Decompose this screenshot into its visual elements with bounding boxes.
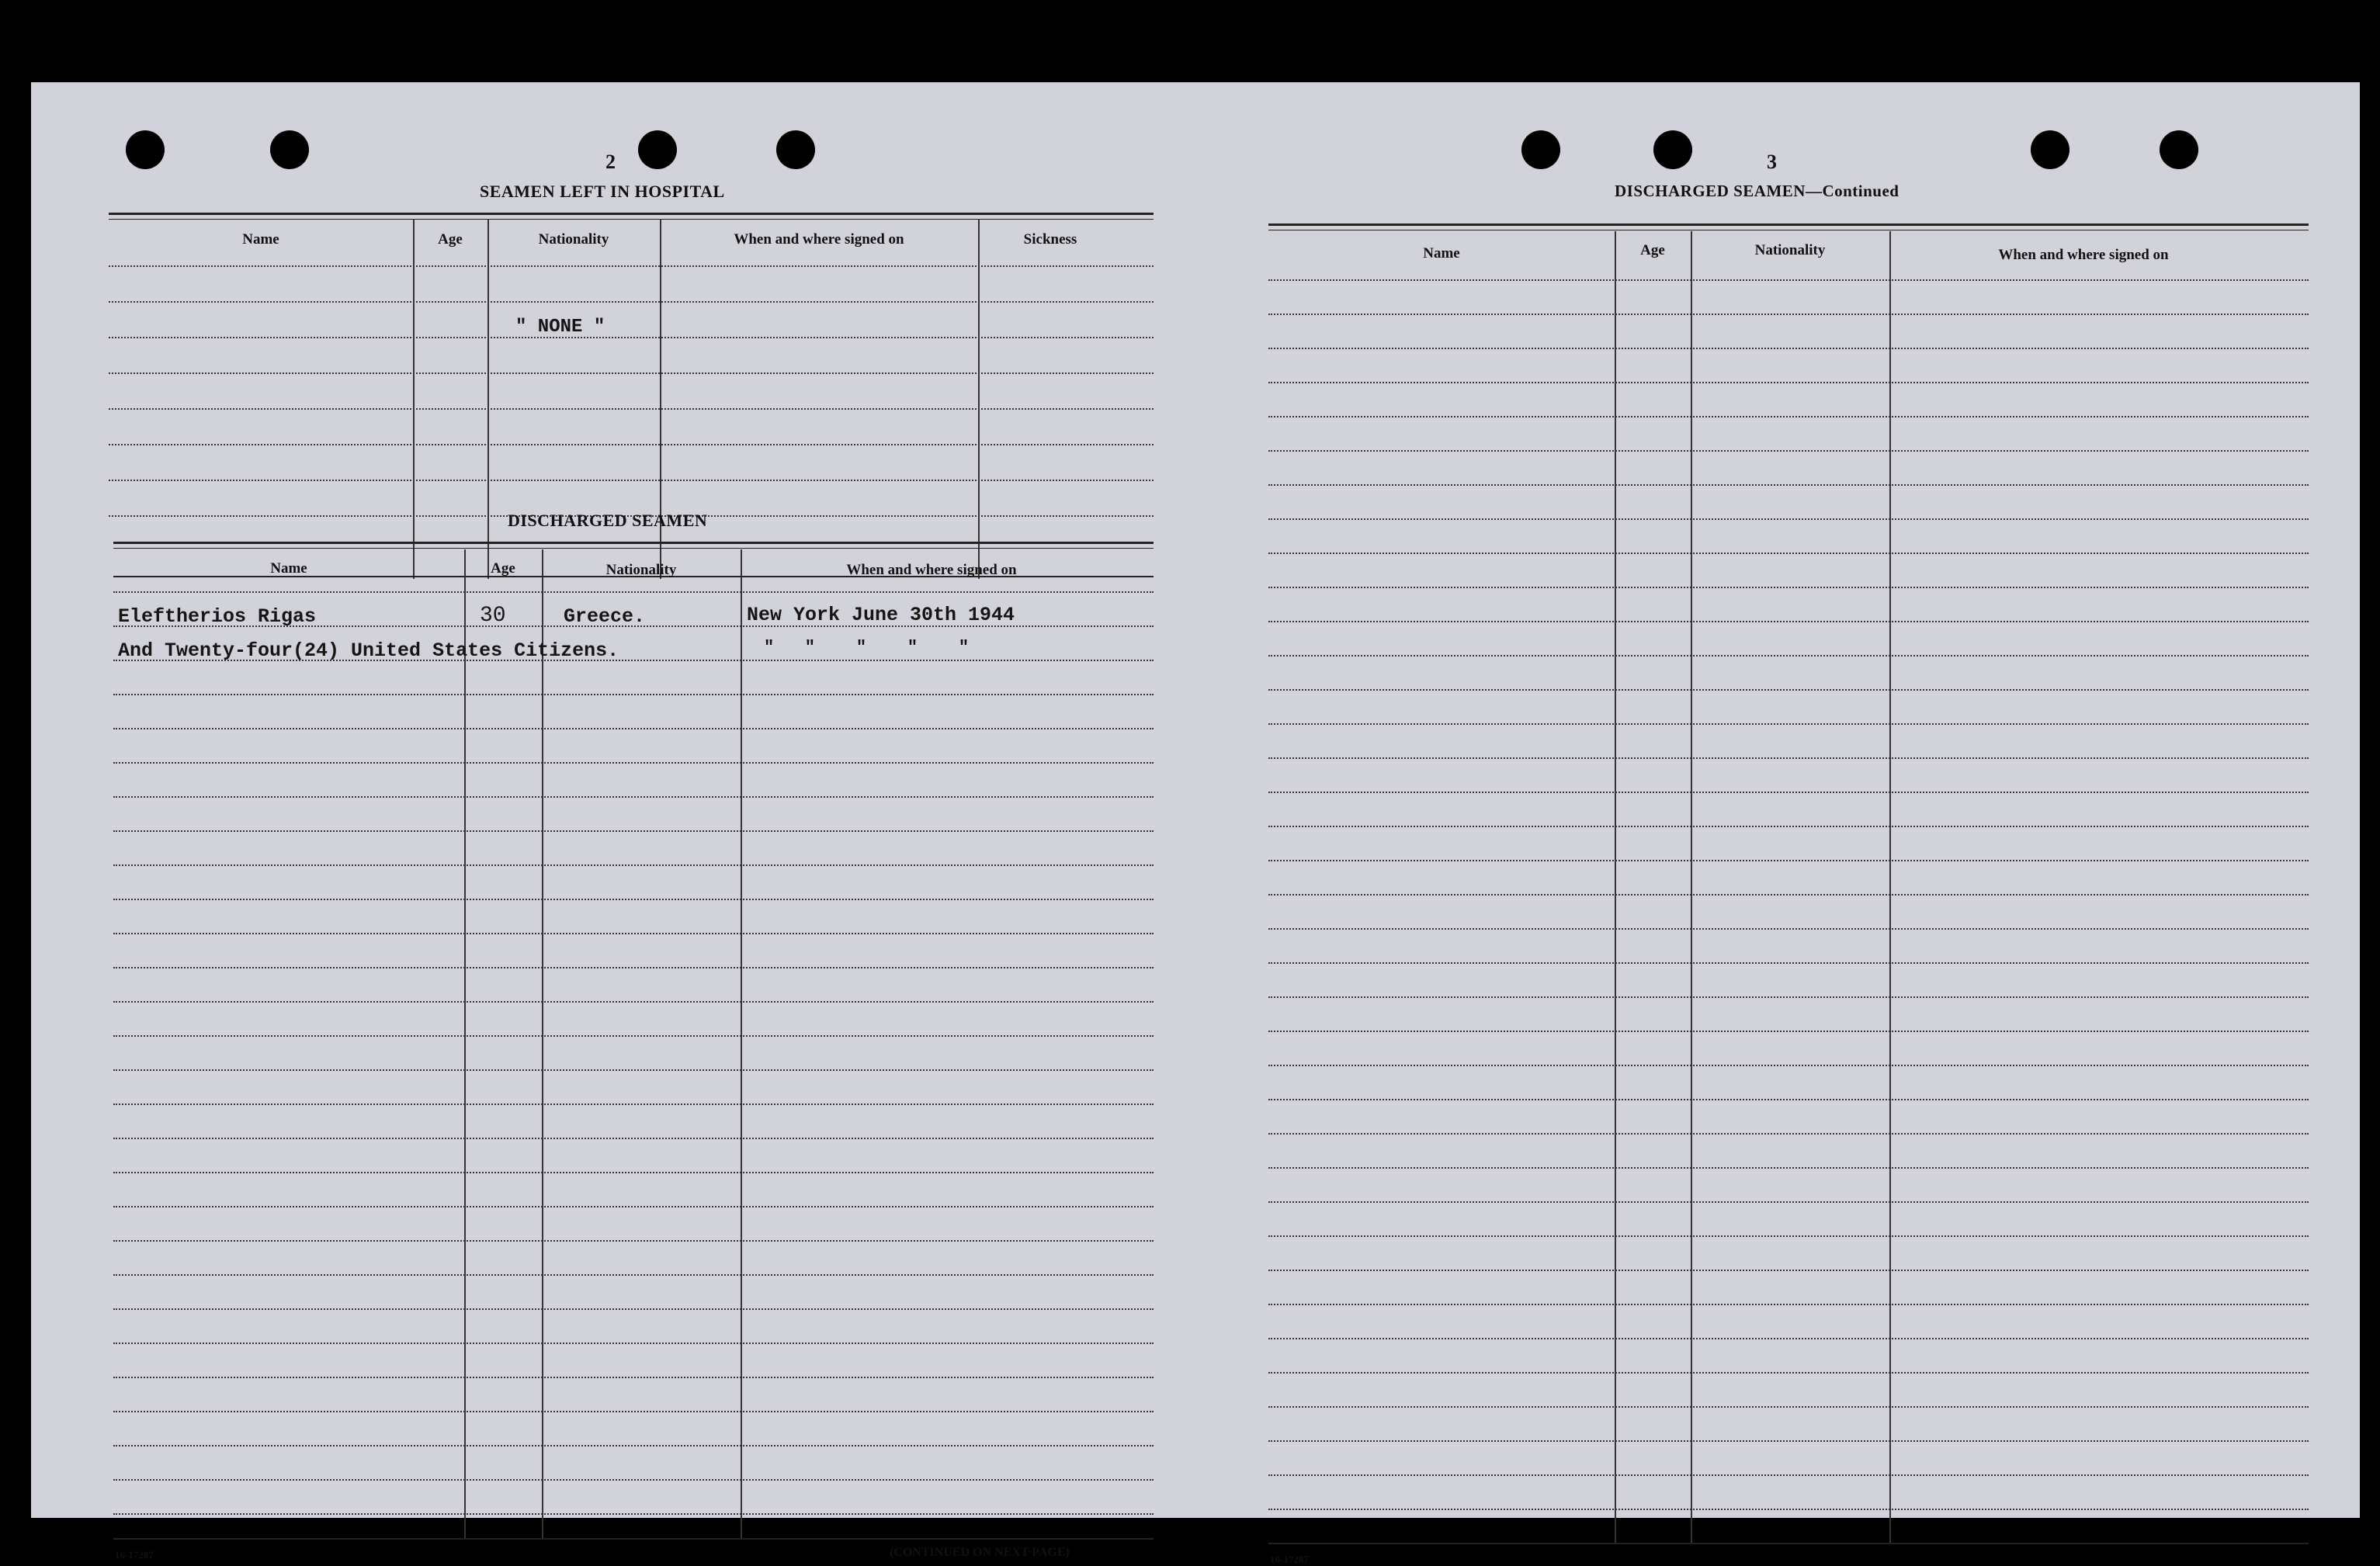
ruled-line [113, 694, 1154, 695]
seaman-age: 30 [480, 604, 506, 628]
right-column-divider [1691, 231, 1692, 1544]
discharged-top-rule [113, 542, 1154, 544]
hospital-top-rule [109, 213, 1154, 215]
ruled-line [109, 301, 1154, 303]
ruled-line [1268, 1440, 2309, 1442]
ruled-line [1268, 1133, 2309, 1135]
discharged-column-divider [741, 549, 742, 1540]
ruled-line [1268, 962, 2309, 964]
ditto-marks: " " " " " [764, 638, 970, 657]
right-top-rule [1268, 223, 2309, 226]
right-col-name: Name [1423, 245, 1460, 262]
ruled-line [1268, 518, 2309, 520]
hospital-column-divider [487, 219, 489, 579]
hospital-col-sickness: Sickness [1023, 231, 1077, 248]
ruled-line [113, 830, 1154, 832]
ruled-line [1268, 484, 2309, 486]
ruled-line [1268, 348, 2309, 349]
ruled-line [1268, 553, 2309, 554]
ruled-line [1268, 1065, 2309, 1066]
ruled-line [113, 796, 1154, 798]
hospital-top-rule [109, 219, 1154, 220]
discharged-column-divider [542, 549, 543, 1540]
hospital-col-nationality: Nationality [538, 231, 609, 248]
ruled-line [113, 1411, 1154, 1412]
ruled-line [113, 899, 1154, 900]
ruled-line [113, 1103, 1154, 1105]
punch-hole [638, 130, 677, 169]
right-bottom-rule [1268, 1543, 2309, 1544]
right-form-number: 16-17287 [1270, 1554, 1309, 1565]
ruled-line [1268, 1031, 2309, 1032]
ruled-line [113, 1445, 1154, 1446]
punch-hole [1521, 130, 1560, 169]
punch-hole [776, 130, 815, 169]
ruled-line [1268, 757, 2309, 759]
ruled-line [1268, 1338, 2309, 1339]
ruled-line [113, 933, 1154, 934]
right-col-age: Age [1640, 242, 1665, 258]
ruled-line [1268, 1235, 2309, 1237]
ruled-line [1268, 826, 2309, 827]
hospital-none-entry: " NONE " [515, 317, 605, 338]
ruled-line [109, 265, 1154, 267]
ruled-line [113, 1206, 1154, 1207]
ruled-line [1268, 416, 2309, 417]
hospital-column-divider [978, 219, 980, 579]
ruled-line [1268, 792, 2309, 793]
punch-hole [2031, 130, 2069, 169]
ruled-line [109, 408, 1154, 410]
ruled-line [113, 1240, 1154, 1242]
right-column-divider [1615, 231, 1616, 1544]
ruled-line [1268, 1509, 2309, 1510]
right-section-title: DISCHARGED SEAMEN—Continued [1615, 182, 1899, 200]
ruled-line [1268, 621, 2309, 622]
ruled-line [113, 1069, 1154, 1071]
ruled-line [1268, 928, 2309, 930]
right-column-divider [1889, 231, 1891, 1544]
ruled-line [113, 864, 1154, 866]
ruled-line [1268, 1474, 2309, 1476]
left-form-number: 16-17287 [115, 1549, 154, 1561]
discharged-section-title: DISCHARGED SEAMEN [508, 511, 708, 530]
ruled-line [1268, 450, 2309, 452]
right-page-number: 3 [1767, 151, 1777, 173]
ruled-line [113, 728, 1154, 729]
hospital-column-divider [413, 219, 415, 579]
ruled-line [1268, 1304, 2309, 1305]
ruled-line [1268, 1099, 2309, 1100]
seaman-nationality: Greece. [564, 605, 646, 628]
ruled-line [1268, 382, 2309, 383]
discharged-top-rule [113, 548, 1154, 549]
ruled-line [113, 1377, 1154, 1378]
hospital-col-name: Name [242, 231, 279, 248]
ruled-line [113, 1035, 1154, 1037]
document-sheet [31, 82, 2360, 1565]
ruled-line [1268, 587, 2309, 588]
discharged-col-nationality: Nationality [605, 562, 677, 578]
ruled-line [1268, 894, 2309, 896]
hospital-col-signed-on: When and where signed on [734, 231, 904, 248]
ruled-line [1268, 860, 2309, 861]
punch-hole [270, 130, 309, 169]
ruled-line [113, 591, 1154, 593]
ruled-line [109, 372, 1154, 374]
seaman-name: Eleftherios Rigas [118, 605, 317, 628]
ruled-line [109, 480, 1154, 481]
ruled-line [113, 1308, 1154, 1310]
ruled-line [1268, 1406, 2309, 1408]
hospital-col-age: Age [438, 231, 463, 248]
discharged-col-signed-on: When and where signed on [846, 562, 1017, 578]
ruled-line [113, 1138, 1154, 1139]
ruled-line [113, 1001, 1154, 1003]
discharged-column-divider [464, 549, 466, 1540]
punch-hole [2160, 130, 2198, 169]
ruled-line [109, 337, 1154, 338]
ruled-line [1268, 1270, 2309, 1271]
ruled-line [109, 444, 1154, 445]
punch-hole [126, 130, 165, 169]
ruled-line [113, 762, 1154, 764]
ruled-line [1268, 1167, 2309, 1169]
discharged-col-age: Age [491, 560, 515, 577]
discharged-bottom-rule [113, 1538, 1154, 1540]
ruled-line [1268, 655, 2309, 657]
seaman-signed-on: New York June 30th 1944 [747, 604, 1015, 626]
ruled-line [113, 1343, 1154, 1344]
right-col-signed-on: When and where signed on [1998, 247, 2169, 263]
ruled-line [113, 1274, 1154, 1276]
ruled-line [1268, 1372, 2309, 1374]
ruled-line [1268, 996, 2309, 998]
ruled-line [113, 1172, 1154, 1173]
ruled-line [1268, 723, 2309, 725]
ruled-line [1268, 279, 2309, 281]
right-col-nationality: Nationality [1754, 242, 1826, 258]
discharged-col-name: Name [270, 560, 307, 577]
ruled-line [113, 1479, 1154, 1481]
punch-hole [1653, 130, 1692, 169]
ruled-line [1268, 1201, 2309, 1203]
ruled-line [113, 1513, 1154, 1515]
seaman-name: And Twenty-four(24) United States Citizens. [118, 639, 619, 662]
ruled-line [1268, 314, 2309, 315]
ruled-line [1268, 689, 2309, 691]
hospital-section-title: SEAMEN LEFT IN HOSPITAL [480, 182, 725, 201]
continued-note: (CONTINUED ON NEXT PAGE) [890, 1546, 1070, 1559]
ruled-line [113, 967, 1154, 968]
left-page-number: 2 [605, 151, 616, 173]
